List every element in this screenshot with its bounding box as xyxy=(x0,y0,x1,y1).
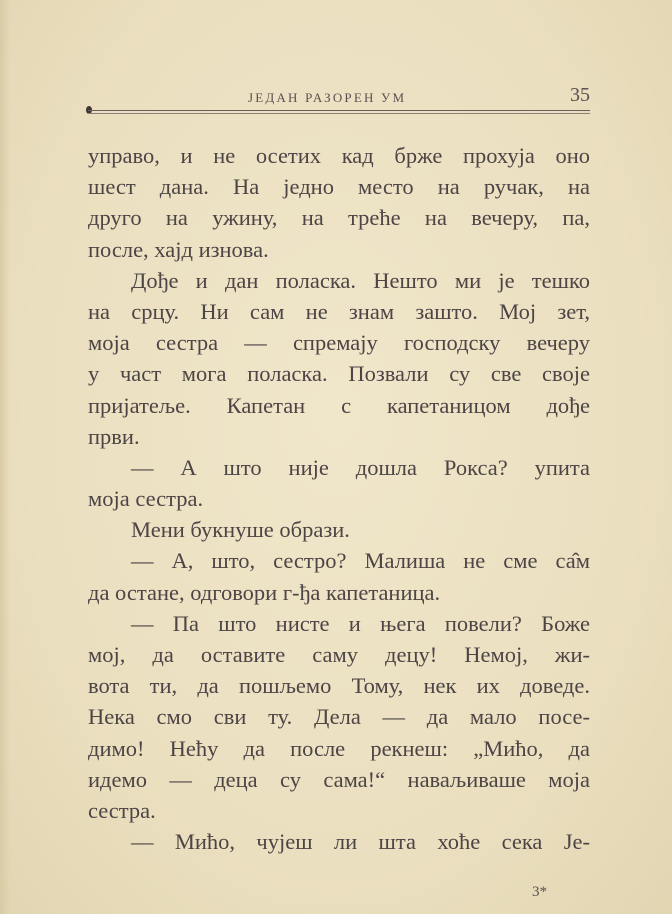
text-line: после, хајд изнова. xyxy=(88,236,269,262)
header-rule-secondary xyxy=(88,113,590,114)
text-line: пријатеље. Капетан с капетаницом дође xyxy=(88,392,590,418)
text-line: — Па што нисте и њега повели? Боже xyxy=(131,610,590,636)
text-line: мој, да оставите саму децу! Немој, жи- xyxy=(88,642,590,667)
text-line: — А што није дошла Рокса? упита xyxy=(131,454,590,480)
header-rule xyxy=(88,110,590,111)
body-text xyxy=(88,140,590,857)
signature-mark: 3* xyxy=(532,884,547,900)
text-line: Мени букнуше образи. xyxy=(131,517,350,543)
text-line: управо, и не осетих кад брже прохуја оно xyxy=(88,143,590,168)
text-line: шест дана. На једно место на ручак, на xyxy=(88,174,590,200)
text-line: први. xyxy=(88,423,140,449)
text-line: да остане, одговори г-ђа капетаница. xyxy=(88,579,441,605)
text-line: — Мићо, чујеш ли шта хоће сека Је- xyxy=(131,829,590,855)
text-line: на срцу. Ни сам не знам зашто. Мој зет, xyxy=(88,298,590,324)
page-edge-shadow xyxy=(0,0,10,914)
text-line: Дође и дан поласка. Нешто ми је тешко xyxy=(131,267,590,293)
page-header xyxy=(88,84,590,114)
running-title: ЈЕДАН РАЗОРЕН УМ xyxy=(248,90,407,105)
text-line: вота ти, да пошљемо Тому, нек их доведе. xyxy=(88,673,590,699)
text-line: моја сестра — спремају господску вечеру xyxy=(88,330,590,356)
page-number: 35 xyxy=(570,84,590,106)
text-line: друго на ужину, на треће на вечеру, па, xyxy=(88,205,590,231)
text-line: — А, што, сестро? Малиша не сме са̂м xyxy=(131,548,590,574)
text-line: моја сестра. xyxy=(88,486,204,512)
text-line: сестра. xyxy=(88,797,156,823)
text-line: Нека смо сви ту. Дела — да мало посе- xyxy=(88,704,590,730)
text-line: идемо — деца су сама!“ наваљиваше моја xyxy=(88,766,590,792)
text-line: у част мога поласка. Позвали су све своје xyxy=(88,361,590,387)
text-line: димо! Нећу да после рекнеш: „Мићо, да xyxy=(88,735,590,761)
